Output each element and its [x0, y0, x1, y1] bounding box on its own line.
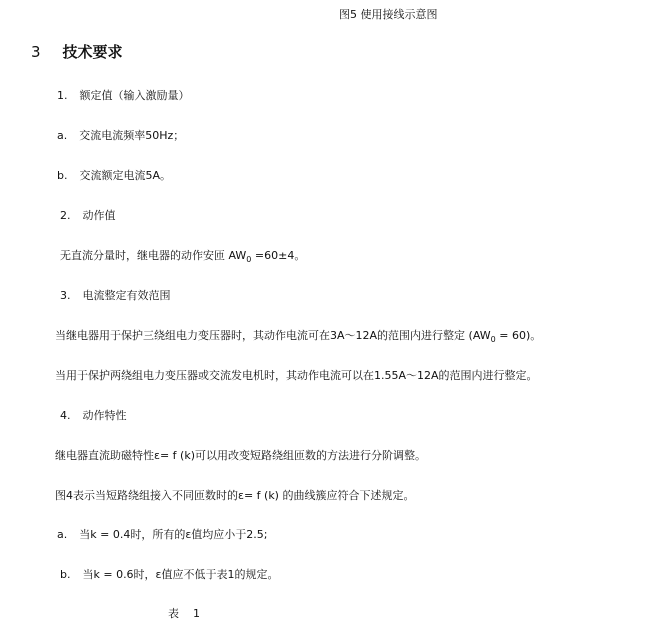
- condition-a: [57, 528, 267, 542]
- item-text: 当k = 0.6时，ε值应不低于表1的规定。: [82, 568, 279, 581]
- text-suffix: = 60)。: [495, 329, 542, 342]
- item-text: 动作特性: [82, 409, 127, 422]
- figure-caption: 图5 使用接线示意图: [339, 8, 438, 21]
- item-index: a.: [57, 528, 68, 541]
- section-title: 技术要求: [62, 43, 123, 61]
- item-index: b.: [60, 568, 71, 581]
- item-index: b.: [57, 169, 68, 182]
- item-index: 4.: [60, 409, 71, 422]
- subscript: 0: [246, 255, 252, 265]
- condition-b: [60, 568, 279, 582]
- characteristic-text-2: 图4表示当短路绕组接入不同匝数时的ε= f (k) 的曲线簇应符合下述规定。: [55, 489, 415, 502]
- item-text: 交流电流频率50Hz；: [79, 129, 185, 142]
- item-index: a.: [57, 129, 68, 142]
- range-text-two-winding: 当用于保护两绕组电力变压器或交流发电机时，其动作电流可以在1.55A～12A的范围内进行整定。: [55, 369, 538, 382]
- range-text-three-winding: [55, 329, 541, 347]
- text-prefix: 无直流分量时，继电器的动作安匝 AW: [60, 249, 247, 262]
- text-suffix: =60±4。: [251, 249, 306, 262]
- item-text: 交流额定电流5A。: [79, 169, 172, 182]
- table-word: 表: [168, 607, 179, 620]
- item-index: 3.: [60, 289, 71, 302]
- characteristic-text-1: 继电器直流助磁特性ε= f (k)可以用改变短路绕组匝数的方法进行分阶调整。: [55, 449, 426, 462]
- item-rated-value: [57, 89, 190, 103]
- item-action-characteristic: [60, 409, 127, 423]
- action-value-text: [60, 249, 305, 267]
- subscript: 0: [490, 335, 496, 345]
- item-text: 当k = 0.4时，所有的ε值均应小于2.5;: [79, 528, 268, 541]
- section-number: 3: [31, 43, 41, 61]
- section-heading: [31, 45, 123, 59]
- item-rated-current: [57, 169, 171, 183]
- item-text: 额定值（输入激励量）: [79, 89, 190, 102]
- item-text: 动作值: [82, 209, 116, 222]
- item-frequency: [57, 129, 184, 143]
- item-index: 2.: [60, 209, 71, 222]
- item-text: 电流整定有效范围: [82, 289, 171, 302]
- item-index: 1.: [57, 89, 68, 102]
- table-number: 1: [193, 607, 200, 620]
- text-prefix: 当继电器用于保护三绕组电力变压器时，其动作电流可在3A～12A的范围内进行整定 (AW: [55, 329, 491, 342]
- item-action-value: [60, 209, 116, 223]
- item-setting-range: [60, 289, 171, 303]
- table-label: [168, 607, 200, 621]
